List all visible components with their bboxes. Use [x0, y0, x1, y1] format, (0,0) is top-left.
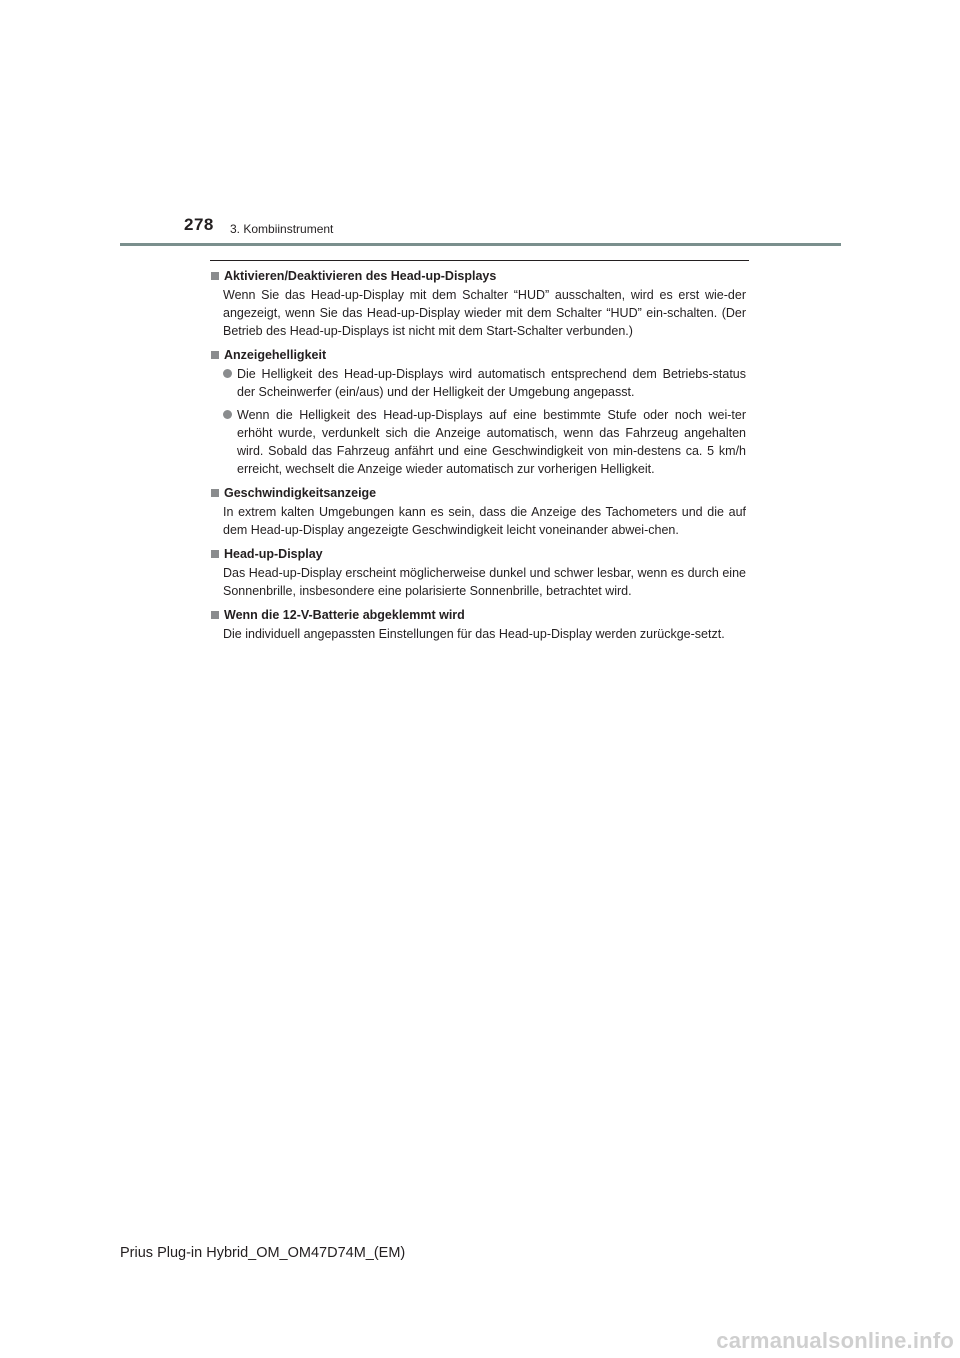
square-bullet-icon — [211, 351, 219, 359]
section-batterie — [210, 606, 746, 643]
page-number: 278 — [184, 215, 214, 234]
square-bullet-icon — [211, 550, 219, 558]
section-geschwindigkeitsanzeige — [210, 484, 746, 539]
section-title: Geschwindigkeitsanzeige — [224, 486, 377, 500]
section-body: Das Head-up-Display erscheint möglicherweise dunkel und schwer lesbar, wenn es durch eine Sonnenbrille, insbesondere eine polarisierte Sonnenbrille, betrachtet wird. — [223, 566, 746, 598]
header-divider — [120, 243, 841, 246]
section-title: Head-up-Display — [224, 547, 323, 561]
square-bullet-icon — [211, 272, 219, 280]
section-aktivieren — [210, 267, 746, 340]
square-bullet-icon — [211, 611, 219, 619]
section-title: Anzeigehelligkeit — [224, 348, 327, 362]
page-content — [210, 267, 746, 649]
watermark: carmanualsonline.info — [716, 1328, 954, 1353]
list-item — [210, 406, 746, 478]
section-body: Die individuell angepassten Einstellungen für das Head-up-Display werden zurückge-setzt. — [223, 627, 725, 641]
circle-bullet-icon — [223, 369, 232, 378]
list-item-text: Wenn die Helligkeit des Head-up-Displays auf eine bestimmte Stufe oder noch wei-ter erhöht wurde, verdunkelt sich die Anzeige automatisch, wenn das Fahrzeug angehalten wird. Sobald das Fahrzeug anfährt und eine Geschwindigkeit von min-destens ca. 5 km/h erreicht, wechselt die Anzeige wieder automatisch zur vorherigen Helligkeit. — [237, 408, 746, 476]
footer-model-code: Prius Plug-in Hybrid_OM_OM47D74M_(EM) — [120, 1245, 406, 1261]
section-body: Wenn Sie das Head-up-Display mit dem Schalter “HUD” ausschalten, wird es erst wie-der angezeigt, wenn Sie das Head-up-Display wieder mit dem Schalter “HUD” ein-schalten. (Der Betrieb des Head-up-Displays ist nicht mit dem Start-Schalter verbunden.) — [223, 288, 746, 338]
content-divider — [210, 260, 749, 261]
section-title: Aktivieren/Deaktivieren des Head-up-Displays — [224, 269, 497, 283]
section-anzeigehelligkeit — [210, 346, 746, 478]
square-bullet-icon — [211, 489, 219, 497]
section-title: Wenn die 12-V-Batterie abgeklemmt wird — [224, 608, 465, 622]
circle-bullet-icon — [223, 410, 232, 419]
section-body: In extrem kalten Umgebungen kann es sein, dass die Anzeige des Tachometers und die auf dem Head-up-Display angezeigte Geschwindigkeit leicht voneinander abwei-chen. — [223, 505, 746, 537]
list-item-text: Die Helligkeit des Head-up-Displays wird automatisch entsprechend dem Betriebs-status der Scheinwerfer (ein/aus) und der Helligkeit der Umgebung angepasst. — [237, 367, 746, 399]
section-head-up-display — [210, 545, 746, 600]
chapter-title: 3. Kombiinstrument — [230, 222, 334, 236]
list-item — [210, 365, 746, 401]
